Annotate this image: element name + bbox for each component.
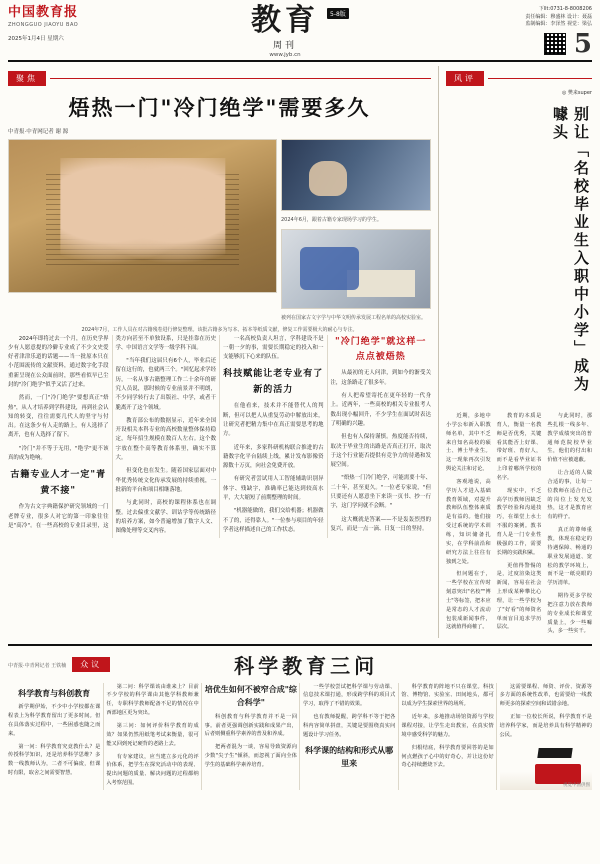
page-body — [8, 66, 592, 638]
focus-section-header — [8, 71, 431, 86]
masthead-left — [8, 6, 128, 42]
comment-section-header — [446, 71, 592, 86]
qr-code-icon[interactable] — [544, 33, 566, 55]
contact-line: 下llt:0731-8-8008206 — [538, 6, 592, 12]
bottom-subhead-2: 培优生如何不被窄合成"综合科学" — [204, 683, 297, 708]
body-paragraph: 把两者混为一谈，容易导致资源向少数"尖子生"倾斜，而忽视了面向全体学生的基础科学素养培育。 — [204, 744, 297, 768]
body-paragraph: 正如一位校长所说，科学教育不是培养科学家，而是培养具有科学精神的公民。 — [499, 714, 592, 738]
bottom-body-text — [8, 683, 592, 790]
body-paragraph: 与此同时，高校的课程体系也在调整。过去偏重文献学、训诂学等传统路径的培养方案，如今普遍增加了数字人文、图像处理等交叉内容。 — [115, 500, 216, 535]
body-paragraph: 也有教师提醒，跨学科不等于把各科内容简单拼盘，关键是要围绕真实问题设计学习任务。 — [302, 714, 396, 738]
pages-badge: 5-8版 — [327, 8, 349, 19]
masthead-center — [128, 3, 442, 58]
comment-body-text — [446, 412, 592, 638]
side-photo-2 — [281, 229, 431, 309]
bottom-section-header — [8, 650, 592, 679]
body-paragraph: 客观地说，高学历人才进入基础教育领域，对提升教师队伍整体素质是有益的。他们接受过系统的学术训练，知识储备扎实，在学科前沿和研究方法上往往有独到之处。 — [446, 478, 491, 565]
side-photo-2-caption: 被列在国家古文字学与中华文明传承发展工程名单的高校实验室。 — [281, 314, 427, 321]
body-paragraph: 有研究者尝试用人工智能辅助识别异体字、残缺字，准确率已能达到较高水平，大大缩短了前期整理的时间。 — [223, 476, 324, 501]
main-photo — [8, 139, 277, 293]
body-paragraph: 一名高校负责人坦言，学科建设不是一朝一夕的事，需要长期稳定的投入和一支能够沉下心来的队伍。 — [223, 335, 324, 361]
body-paragraph: 科创教育与科学教育并不是一回事。前者更强调创新实践和成果产出，后者则侧重科学素养的普及和养成。 — [204, 713, 297, 738]
body-paragraph: 但变化也在发生。随着国家层面对中华优秀传统文化传承发展的持续重视，一批新的平台和项目相继落地。 — [115, 468, 216, 493]
body-paragraph: 作为古文字典籍保护研究领域的一门老牌专业，很多人对它的第一印象往往是"高冷"。在一些高校的专业目录里，这类方向甚至不单独设系，只是挂靠在历史学、中国语言文学等一级学科下面。 — [8, 335, 216, 529]
body-paragraph: 科学教育的阵地不只在课堂。科技馆、博物馆、实验室、田间地头，都可以成为学生探索世界的场所。 — [401, 683, 494, 708]
bottom-title: 科学教育三问 — [234, 653, 379, 678]
body-paragraph: 近年来，多家科研机构联合推进的古籍数字化平台陆续上线，累计发布影像资源数十万页，向社会免费开放。 — [223, 444, 324, 470]
weekly-label: 周刊 — [272, 41, 297, 51]
body-paragraph: "当年我们这届只有6个人，毕业后还留在这行的，也就两三个。"回忆起求学经历，一名从事古籍整理工作二十余年的研究人员说，那时候的专业前景并不明朗，不少同学转行去了出版社、中学，或者干脆离开了这个领域。 — [115, 358, 216, 411]
website-url[interactable]: www.jyb.cn — [269, 52, 301, 58]
focus-body-text — [8, 335, 431, 538]
paper-logo-pinyin: ZHONGGUO JIAOYU BAO — [8, 22, 79, 29]
body-paragraph: 第三问：如何评价科学教育的成效？如果仍然用纸笔考试来衡量，很可能又回到死记硬背的老路上去。 — [106, 722, 199, 747]
body-paragraph: 第二问：科学课该由谁来上？目前不少学校的科学课由其他学科教师兼任，专职科学教师配备不足的情况在中西部地区更为突出。 — [106, 683, 199, 717]
editor-line-1: 责任编辑：穆盛林 设计：聂磊 — [525, 13, 592, 20]
body-paragraph: "焐热一门冷门绝学，可能需要十年、二十年，甚至更久。"一位老专家说，"但只要还有人愿意坐下来读一页书、抄一行字，这门学问就不会断。" — [330, 475, 431, 510]
side-photo-1 — [281, 139, 431, 211]
publication-date: 2025年1月4日 星期六 — [8, 36, 64, 43]
masthead-right — [442, 6, 592, 57]
focus-byline: 中青报·中青网记者 谢 源 — [8, 129, 69, 135]
comment-section — [438, 66, 592, 638]
side-photo-1-caption: 2024年6月，跟着古籍专家现场学习的学生。 — [281, 217, 382, 223]
focus-subhead-3: "冷门绝学"就这样一点点被焐热 — [335, 336, 427, 362]
body-paragraph: 更值得警惕的是，过度渲染这类新闻，容易在社会上形成某种攀比心理，让一些学校为了"好看"的师资名单而盲目追求学历层次。 — [496, 562, 542, 631]
bottom-tag: 众议 — [72, 657, 110, 672]
page-number: 5 — [573, 28, 592, 59]
comment-byline: ◎ 樊来super — [561, 90, 592, 96]
body-paragraph: 新学期伊始，不少中小学校都在课程表上为科学教育留出了更多时间。但在具体落实过程中，一些困惑也随之而来。 — [8, 704, 101, 737]
graduation-cap-icon — [538, 748, 573, 758]
comment-tag: 风评 — [446, 71, 484, 86]
lead-paragraph: 然而，一门"冷门绝学"要想真正"焐热"，从人才培养到学科建设，再到社会认知的转变，往往需要几代人的坚守与付出。在这条少有人走的路上，有人选择了离开，也有人选择了留下。 — [8, 395, 109, 439]
body-paragraph: 有人把希望寄托在更年轻的一代身上。近两年，一些高校的相关专业报考人数出现小幅回升，不少学生在面试时表达了明确的兴趣。 — [330, 393, 431, 427]
body-paragraph: 与此同时，那些扎根一线多年、教学成绩突出的普通师范院校毕业生，他们的付出和价值不应被遮蔽。 — [547, 413, 592, 464]
bottom-illustration — [500, 744, 592, 790]
body-paragraph: 真正的尊师重教，体现在稳定的待遇保障、畅通的职业发展通道、宽松的教学环境上，而不是一纸亮眼的学历清单。 — [547, 527, 592, 587]
body-paragraph: 但问题在于，一些学校在宣传时刻意突出"名校""博士"等标签，把本应是常态的人才流动包装成新闻事件，这就值得商榷了。 — [446, 571, 491, 631]
masthead — [8, 3, 592, 62]
focus-section — [8, 66, 431, 638]
hands-image-layer — [60, 158, 226, 274]
illustration-caption: 视觉中国供图 — [562, 783, 590, 789]
lead-paragraph: 2024年即将过去一个月，在历史学界少有人愿意提的冷僻专业成了不少文史爱好者津津乐道的话题——当一批原本只在小范围流传的文献资料，通过数字化手段重新呈现在公众面前时，那些看似早已尘封的"冷门绝学"似乎又活了过来。 — [8, 335, 109, 388]
editor-line-2: 监制编辑：李泽然 视觉：梁弘 — [525, 21, 592, 27]
comment-title: 别让「名校毕业生入职中小学」成为噱头 — [551, 106, 590, 394]
body-paragraph: 有专家建议，应当建立多元化的评价体系，把学生在探究活动中的表现、提出问题的质量、解决问题的过程都纳入考察范围。 — [106, 753, 199, 787]
bottom-subhead-1: 科学教育与科创教育 — [18, 687, 91, 698]
body-paragraph: 但也有人保持谨慎。热度能否持续，取决于毕业生的出路是否真正打开，取决于这个行业能否提供有竞争力的待遇和发展空间。 — [330, 434, 431, 469]
paper-logo: 中国教育报 — [8, 5, 79, 20]
bottom-subhead-3: 科学课的结构和形式从哪里来 — [305, 744, 394, 769]
focus-subhead-1: 古籍专业人才一定"青黄不接" — [10, 470, 107, 496]
lead-paragraph: "冷门"并不等于无用，"绝学"更不该真的成为绝响。 — [8, 445, 109, 462]
photo-group — [8, 139, 431, 322]
bottom-section — [8, 644, 592, 790]
side-photo-group — [281, 139, 431, 322]
body-paragraph: 现实中，不乏高学历教师因缺乏教学经验和沟通技巧，在课堂上水土不服的案例。教书育人是一门专业性极强的工作，需要长期的实践积累。 — [496, 487, 542, 556]
book-icon — [535, 764, 581, 784]
body-paragraph: 从最初的无人问津，到如今的渐受关注，这条路走了很多年。 — [330, 370, 431, 386]
body-paragraph: 这需要课程、师资、评价、资源等多方面的系统性改革，也需要给一线教师更多的探索空间和试错余地。 — [499, 683, 592, 708]
divider — [50, 78, 431, 79]
body-paragraph: 近年来，多地推动场馆资源与学校课程对接，让学生走出教室，在真实情境中感受科学的魅力。 — [401, 714, 494, 738]
body-paragraph: 教育的本质是育人，衡量一名教师是否优秀，关键看其能否上好课、带好班、育好人，而不是看毕业证书上印着哪所学校的名字。 — [496, 413, 542, 481]
divider — [488, 78, 592, 79]
main-photo-caption: 2024年7月，工作人员在对古籍残卷进行修复整理。该批古籍多为写本、拓本等纸质文献，修复工作需要极大的耐心与专注。 — [81, 327, 358, 333]
body-paragraph: 期待更多学校把注意力放在教师的专业成长和课堂质量上，少一些噱头，多一些实干。 — [547, 593, 592, 635]
body-paragraph: 近期，多地中小学公布新入职教师名单，其中不乏来自知名高校的硕士、博士毕业生。这一现象再次引发舆论关注和讨论。 — [446, 413, 491, 473]
page-title: 焐热一门"冷门绝学"需要多久 — [68, 95, 371, 120]
body-paragraph: 教育部公布的数据显示，近年来全国开设相关本科专业的高校数量整体保持稳定，每年招生规模在数百人左右。这个数字放在整个高等教育体系里，确实不算大。 — [115, 417, 216, 462]
body-paragraph: 第一问：科学教育究竟教什么？是传授科学知识，还是培养科学思维？多数一线教师认为，二者不可偏废，但课时有限，取舍之间需要智慧。 — [8, 743, 101, 777]
focus-tag: 聚焦 — [8, 71, 46, 86]
section-title: 教育 — [251, 3, 319, 38]
body-paragraph: 让合适的人做合适的事，让每一位教师在适合自己的岗位上发光发热，这才是教育应有的样子。 — [547, 470, 592, 521]
body-paragraph: 一些学校尝试把科学课与劳动课、信息技术课打通，形成跨学科的项目式学习，取得了不错的效果。 — [302, 683, 396, 708]
body-paragraph: 归根结底，科学教育要回答的是如何点燃孩子心中的好奇心，并让这份好奇心持续燃烧下去。 — [401, 744, 494, 769]
focus-subhead-2: 科技赋能让老专业有了新的活力 — [223, 369, 324, 395]
body-paragraph: 在他看来，技术并不能替代人的判断，但可以把人从重复劳动中解放出来，让研究者把精力集中在真正需要思考的地方。 — [223, 403, 324, 438]
body-paragraph: "机器能做的，我们交给机器；机器做不了的，还得靠人。"一位参与项目的年轻学者这样描述自己的工作状态。 — [223, 508, 324, 533]
bottom-byline: 中青报·中青网记者 王铁楠 — [8, 662, 67, 669]
body-paragraph: 这大概就是答案——不是轰轰烈烈的复兴，而是一点一滴、日复一日的坚持。 — [330, 516, 431, 532]
